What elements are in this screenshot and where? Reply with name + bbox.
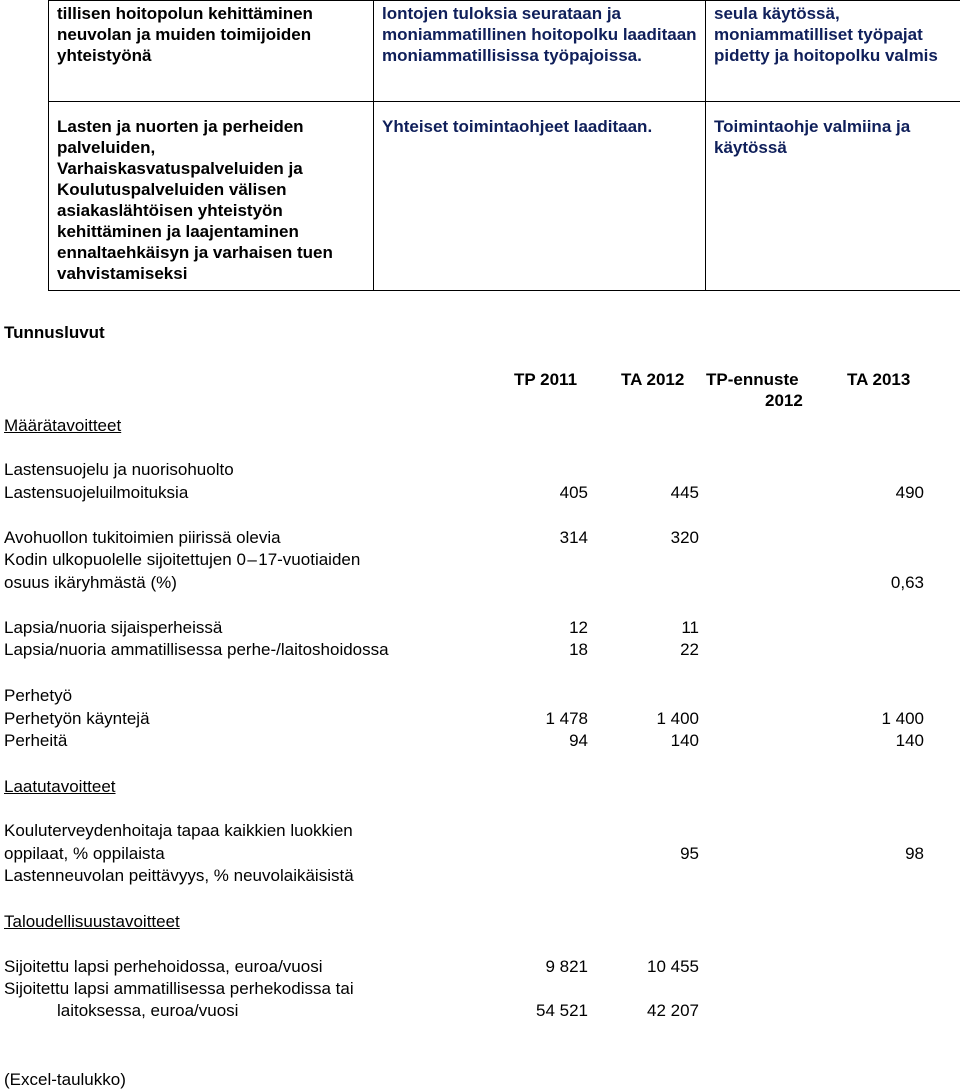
value-ta2012: 1 400 [656, 709, 699, 728]
value-ta2013: 1 400 [881, 709, 924, 728]
row-label: laitoksessa, euroa/vuosi [57, 1001, 239, 1020]
action-cell: Yhteiset toimintaohjeet laaditaan. [374, 102, 706, 291]
column-header-tp2011: TP 2011 [514, 370, 578, 389]
goals-table-row [49, 1, 960, 102]
value-tp2011: 94 [569, 731, 588, 750]
value-ta2013: 0,63 [890, 573, 924, 592]
measure-cell: seula käytössä, moniammatilliset työpajat pidetty ja hoitopolku valmis [706, 1, 960, 102]
value-ta2012: 140 [670, 731, 699, 750]
goals-table [48, 0, 960, 291]
row-label: Lapsia/nuoria ammatillisessa perhe-/laitoshoidossa [4, 640, 389, 659]
value-ta2012: 320 [670, 528, 699, 547]
subsection-heading: Perhetyö [4, 686, 73, 705]
row-label: Lastenneuvolan peittävyys, % neuvolaikäisistä [4, 866, 354, 885]
footer-note: (Excel-taulukko) [4, 1070, 126, 1089]
column-header-ta2013: TA 2013 [847, 370, 911, 389]
row-label: Lastensuojeluilmoituksia [4, 483, 189, 502]
measure-cell: Toimintaohje valmiina ja käytössä [706, 102, 960, 291]
subsection-heading: Lastensuojelu ja nuorisohuolto [4, 460, 234, 479]
goal-cell: tillisen hoitopolun kehittäminen neuvolan ja muiden toimijoiden yhteistyönä [49, 1, 374, 102]
value-tp2011: 9 821 [545, 957, 588, 976]
value-ta2012: 95 [680, 844, 699, 863]
row-label: Perhetyön käyntejä [4, 709, 150, 728]
value-ta2012: 11 [681, 618, 699, 637]
column-header-tp-ennuste-year: 2012 [765, 391, 803, 410]
value-tp2011: 314 [559, 528, 588, 547]
value-tp2011: 54 521 [536, 1001, 588, 1020]
row-label: Perheitä [4, 731, 68, 750]
column-header-tp-ennuste: TP-ennuste [706, 370, 799, 389]
section-heading: Tunnusluvut [4, 323, 105, 342]
value-ta2012: 42 207 [647, 1001, 699, 1020]
taloudellisuus-heading: Taloudellisuustavoitteet [4, 912, 180, 931]
value-ta2012: 445 [670, 483, 699, 502]
row-label: Kodin ulkopuolelle sijoitettujen 0 – 17-vuotiaiden [4, 550, 361, 569]
row-label: oppilaat, % oppilaista [4, 844, 165, 863]
row-label: Sijoitettu lapsi perhehoidossa, euroa/vuosi [4, 957, 323, 976]
value-ta2012: 10 455 [647, 957, 699, 976]
value-ta2013: 140 [895, 731, 924, 750]
value-ta2012: 22 [680, 640, 699, 659]
value-tp2011: 405 [559, 483, 588, 502]
action-cell: lontojen tuloksia seurataan ja moniammatillinen hoitopolku laaditaan moniammatillisissa työpajoissa. [374, 1, 706, 102]
row-label: Kouluterveydenhoitaja tapaa kaikkien luokkien [4, 821, 353, 840]
value-ta2013: 490 [895, 483, 924, 502]
row-label: Lapsia/nuoria sijaisperheissä [4, 618, 223, 637]
value-tp2011: 12 [569, 618, 588, 637]
row-label: Avohuollon tukitoimien piirissä olevia [4, 528, 281, 547]
row-label: Sijoitettu lapsi ammatillisessa perhekodissa tai [4, 979, 354, 998]
laatutavoitteet-heading: Laatutavoitteet [4, 777, 116, 796]
value-ta2013: 98 [905, 844, 924, 863]
value-tp2011: 1 478 [545, 709, 588, 728]
value-tp2011: 18 [569, 640, 588, 659]
maaratavoitteet-heading: Määrätavoitteet [4, 416, 122, 435]
column-header-ta2012: TA 2012 [621, 370, 685, 389]
goal-cell: Lasten ja nuorten ja perheiden palveluiden, Varhaiskasvatuspalveluiden ja Koulutuspalveluiden välisen asiakaslähtöisen yhteistyön kehittäminen ja laajentaminen ennaltaehkäisyn ja varhaisen tuen vahvistamiseksi [49, 102, 374, 291]
row-label: osuus ikäryhmästä (%) [4, 573, 177, 592]
goals-table-row [49, 102, 960, 291]
